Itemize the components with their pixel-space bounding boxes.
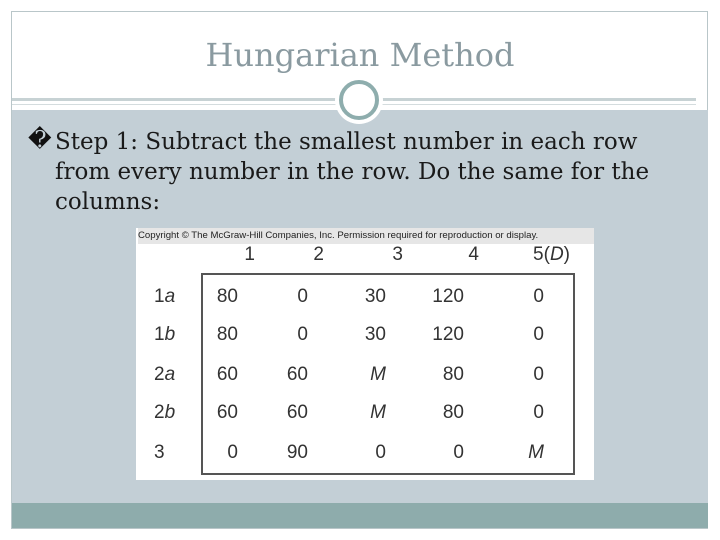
matrix-cell: 30 xyxy=(364,324,386,345)
slide-title: Hungarian Method xyxy=(205,36,515,74)
copyright-notice: Copyright © The McGraw-Hill Companies, Inc. Permission required for reproduction or display. xyxy=(138,228,594,244)
row-label: 1a xyxy=(154,286,176,307)
bullet-line: from every number in the row. Do the same for the xyxy=(55,159,650,185)
matrix-cell: M xyxy=(370,364,386,385)
matrix-cell: 80 xyxy=(216,324,238,345)
column-header xyxy=(516,244,570,266)
matrix-cell: 0 xyxy=(533,324,544,345)
row-label: 2a xyxy=(154,364,176,385)
bottom-band xyxy=(12,503,708,528)
matrix-cell: M xyxy=(528,442,544,463)
matrix-cell: 0 xyxy=(227,442,238,463)
matrix-cell: M xyxy=(370,402,386,423)
matrix-cell: 0 xyxy=(533,286,544,307)
matrix-cell: 120 xyxy=(432,324,464,345)
matrix-cell: 60 xyxy=(216,364,238,385)
cost-table-figure xyxy=(136,228,594,480)
matrix-cell: 0 xyxy=(533,364,544,385)
column-header: 1 xyxy=(244,244,255,265)
matrix-cell: 0 xyxy=(297,324,308,345)
matrix-cell: 30 xyxy=(364,286,386,307)
row-label: 3 xyxy=(154,442,165,463)
matrix-cell: 60 xyxy=(286,402,308,423)
matrix-cell: 0 xyxy=(453,442,464,463)
bullet-line: Step 1: Subtract the smallest number in each row xyxy=(55,129,638,155)
column-header-text: 5(D) xyxy=(533,244,570,265)
matrix-cell: 80 xyxy=(216,286,238,307)
matrix-cell: 0 xyxy=(533,402,544,423)
matrix-cell: 0 xyxy=(375,442,386,463)
row-label: 1b xyxy=(154,324,176,345)
bullet-line: columns: xyxy=(55,189,161,215)
row-label: 2b xyxy=(154,402,176,423)
circle-ornament-icon xyxy=(339,80,379,120)
matrix-cell: 90 xyxy=(286,442,308,463)
bullet-text xyxy=(55,127,695,217)
matrix-cell: 80 xyxy=(442,402,464,423)
matrix-cell: 0 xyxy=(297,286,308,307)
matrix-cell: 60 xyxy=(286,364,308,385)
bullet-glyph: � xyxy=(28,127,52,153)
matrix-cell: 120 xyxy=(432,286,464,307)
column-header: 4 xyxy=(468,244,479,265)
column-header: 2 xyxy=(313,244,324,265)
column-header: 3 xyxy=(392,244,403,265)
matrix-cell: 80 xyxy=(442,364,464,385)
matrix-cell: 60 xyxy=(216,402,238,423)
